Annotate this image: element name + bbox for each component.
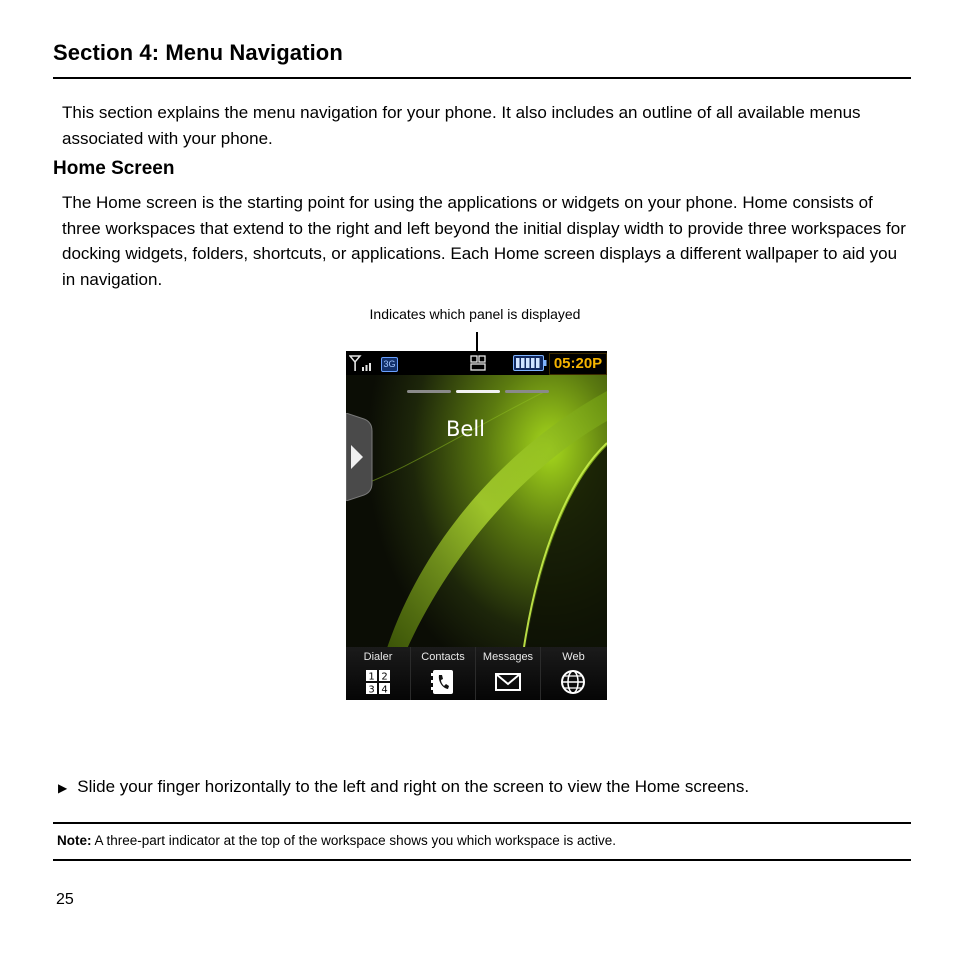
note-bottom-rule [53,859,911,861]
dock-item-contacts[interactable] [411,647,476,700]
data-connection-icon [470,355,486,371]
contacts-icon [430,669,456,695]
dock-item-web[interactable] [541,647,606,700]
globe-icon [560,669,586,695]
section-title: Section 4: Menu Navigation [53,40,343,65]
svg-text:1: 1 [368,671,375,683]
home-screen-paragraph: The Home screen is the starting point for using the applications or widgets on your phone. Home consists of three workspaces that extend to the right and left beyond the initial display width to provide three workspaces for docking widgets, folders, shortcuts, or applications. Each Home screen displays a different wallpaper to aid you in navigation. [62,193,906,289]
dock-label: Messages [482,651,534,663]
svg-text:4: 4 [381,684,388,695]
panel-indicator-2-active [456,390,500,393]
triangle-bullet-icon: ▶ [58,781,68,795]
status-clock: 05:20P [549,353,607,375]
dock-label: Contacts [421,651,465,663]
dock-label: Dialer [363,651,393,663]
svg-text:2: 2 [381,671,388,683]
carrier-name: Bell [446,417,485,441]
dialpad-icon [365,669,391,695]
status-bar [346,351,607,375]
instruction-step [58,777,749,797]
battery-icon [513,355,547,372]
home-screen-heading: Home Screen [53,158,175,179]
dock-item-messages[interactable] [476,647,541,700]
dock-label: Web [562,651,585,663]
note [57,833,616,848]
header-rule [53,77,911,79]
panel-indicator-callout: Indicates which panel is displayed [369,306,581,322]
panel-indicator-1 [407,390,451,393]
envelope-icon [495,669,521,695]
intro-paragraph: This section explains the menu navigation for your phone. It also includes an outline of all available menus associated with your phone. [62,103,861,148]
3g-network-badge: 3G [381,357,398,372]
instruction-text: Slide your finger horizontally to the left and right on the screen to view the Home screens. [77,777,750,796]
page-number: 25 [56,891,74,908]
dock-item-dialer[interactable] [346,647,411,700]
svg-text:3: 3 [368,684,375,695]
widget-tray-tab[interactable] [346,413,374,501]
note-text: A three-part indicator at the top of the workspace shows you which workspace is active. [94,833,617,848]
note-label: Note: [57,833,92,848]
panel-indicator-3 [505,390,549,393]
signal-strength-icon [349,354,375,372]
bottom-dock [346,647,607,700]
phone-screenshot [346,351,607,700]
note-top-rule [53,822,911,824]
